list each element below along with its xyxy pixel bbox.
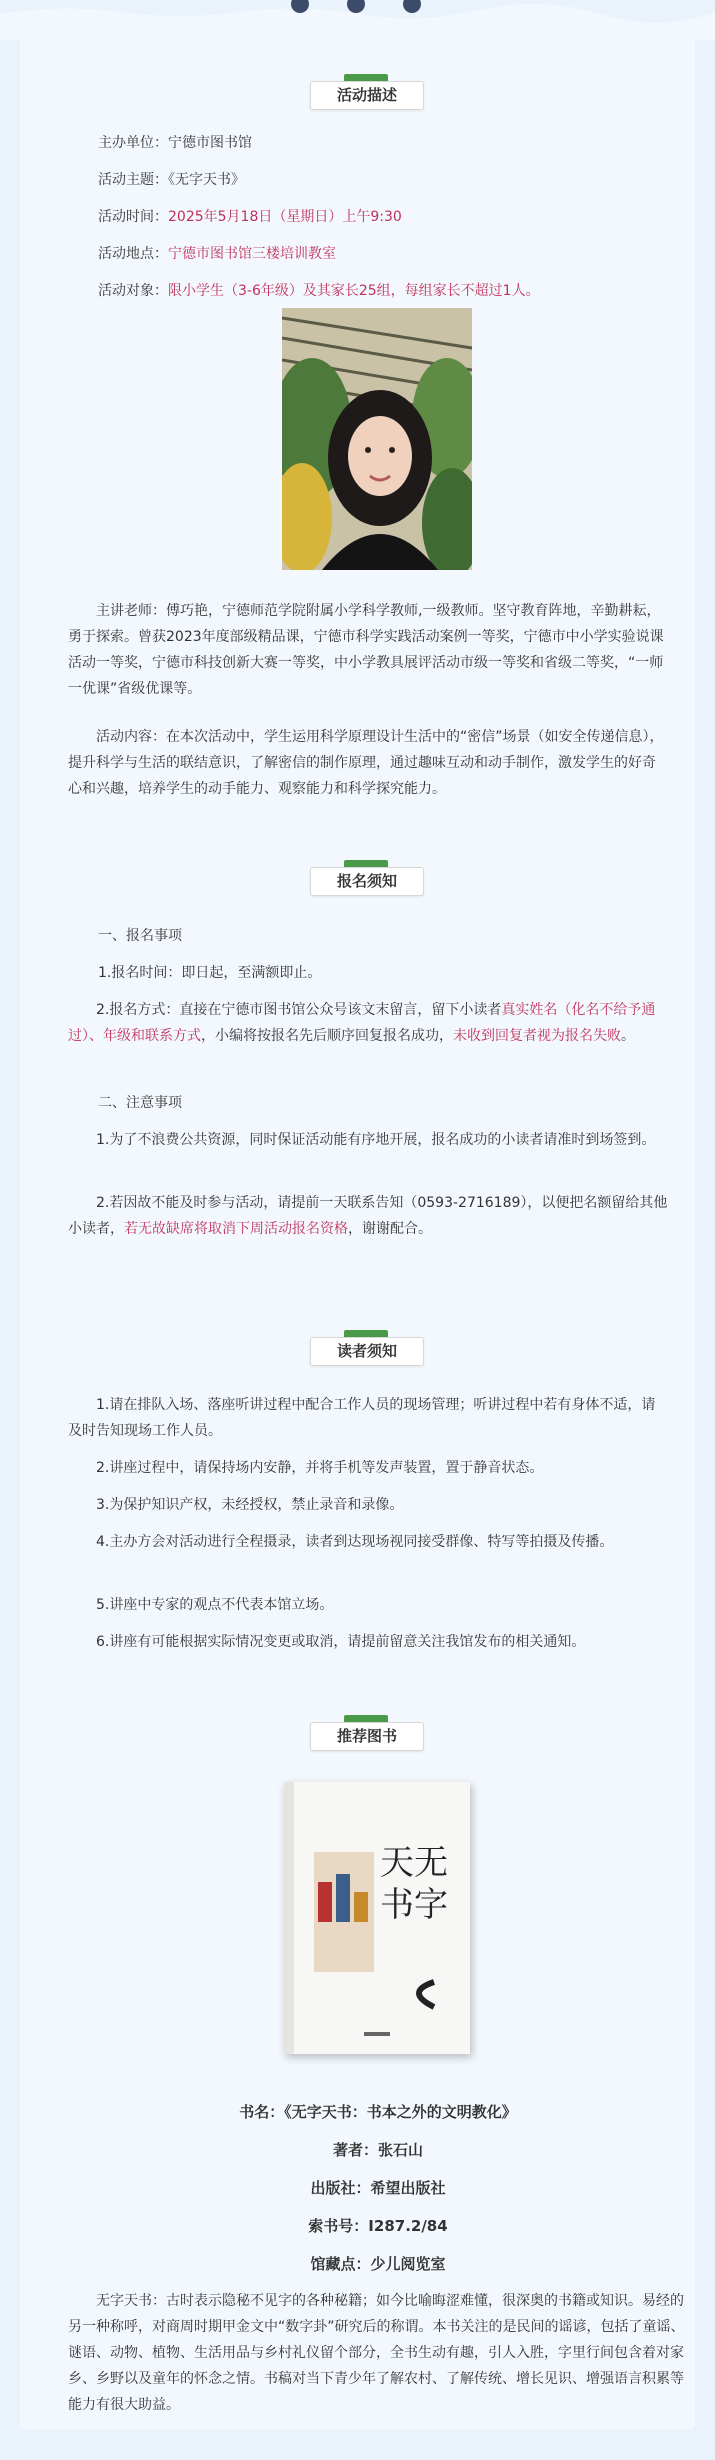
time-label: 活动时间： [98,209,168,225]
section-title-label: 活动描述 [310,81,424,110]
host-line [68,130,252,156]
section-title-label: 报名须知 [310,867,424,896]
notes-2-text-b: 若无故缺席将取消下周活动报名资格 [124,1221,348,1237]
teacher-intro: 主讲老师：傅巧艳，宁德师范学院附属小学科学教师,一级教师。坚守教育阵地，辛勤耕耘，勇于探索。曾获2023年度部级精品课，宁德市科学实践活动案例一等奖，宁德市中小学实验说课活动一等奖，宁德市科技创新大赛一等奖，中小学教具展评活动市级一等奖和省级二等奖，“一师一优课”省级优课等。 [68,603,664,697]
target-value: 限小学生（3-6年级）及其家长25组，每组家长不超过1人。 [168,283,540,299]
time-line [68,204,402,230]
notes-2-text-c: ，谢谢配合。 [348,1221,432,1237]
theme-line [68,167,245,193]
registration-time: 1.报名时间：即日起，至满额即止。 [98,965,322,981]
method-text-b: 真实姓名（化名不给予通过）、年级和联系方式 [68,1002,656,1044]
reader-rule-5: 5.讲座中专家的观点不代表本馆立场。 [96,1597,334,1613]
section-title-reader [310,1330,422,1364]
registration-heading: 一、报名事项 [98,928,182,944]
time-value: 2025年5月18日（星期日）上午9:30 [168,209,402,225]
host-label: 主办单位： [98,135,168,151]
notes-2-text-a: 2.若因故不能及时参与活动，请提前一天联系告知（0593-2716189），以便把名额留给其他小读者， [68,1195,668,1237]
book-title: 书名：《无字天书：书本之外的文明教化》 [239,2103,517,2121]
section-title-label: 读者须知 [310,1337,424,1366]
place-value: 宁德市图书馆三楼培训教室 [168,246,336,262]
method-text-e: 。 [621,1028,635,1044]
book-cover-title: 天无书字 [380,1843,448,1925]
theme-value: 《无字天书》 [168,172,245,188]
method-text-c: ，小编将按报名先后顺序回复报名成功， [201,1028,453,1044]
book-cover [284,1782,470,2054]
section-title-registration [310,860,422,894]
host-value: 宁德市图书馆 [168,135,252,151]
reader-rule-6: 6.讲座有可能根据实际情况变更或取消，请提前留意关注我馆发布的相关通知。 [96,1634,586,1650]
notes-heading: 二、注意事项 [98,1095,182,1111]
method-text-a: 2.报名方式：直接在宁德市图书馆公众号该文末留言，留下小读者 [96,1002,502,1018]
content-card [20,30,695,2430]
section-title-book [310,1715,422,1749]
registration-method [68,997,668,1049]
place-line [68,241,336,267]
reader-rule-1: 1.请在排队入场、落座听讲过程中配合工作人员的现场管理；听讲过程中若有身体不适，请及时告知现场工作人员。 [68,1397,656,1439]
reader-rule-2: 2.讲座过程中，请保持场内安静，并将手机等发声装置，置于静音状态。 [96,1460,544,1476]
book-publisher: 出版社：希望出版社 [310,2179,446,2197]
method-text-d: 未收到回复者视为报名失败 [453,1028,621,1044]
teacher-photo [282,308,472,570]
book-call-number: 索书号：I287.2/84 [308,2217,448,2235]
section-title-label: 推荐图书 [310,1722,424,1751]
place-label: 活动地点： [98,246,168,262]
reader-rule-4: 4.主办方会对活动进行全程摄录，读者到达现场视同接受群像、特写等拍摄及传播。 [96,1534,614,1550]
section-title-activity [310,74,422,108]
reader-rule-3: 3.为保护知识产权，未经授权，禁止录音和录像。 [96,1497,404,1513]
target-line [68,278,698,304]
target-label: 活动对象： [98,283,168,299]
book-location: 馆藏点：少儿阅览室 [310,2255,446,2273]
notes-item-1: 1.为了不浪费公共资源，同时保证活动能有序地开展，报名成功的小读者请准时到场签到。 [96,1132,656,1148]
notes-item-2 [68,1190,668,1242]
book-description: 无字天书：古时表示隐秘不见字的各种秘籍；如今比喻晦涩难懂，很深奥的书籍或知识。易经的另一种称呼，对商周时期甲金文中“数字卦”研究后的称谓。本书关注的是民间的谣谚，包括了童谣、谜语、动物、植物、生活用品与乡村礼仪留个部分，全书生动有趣，引人入胜，字里行间包含着对家乡、乡野以及童年的怀念之情。书稿对当下青少年了解农村、了解传统、增长见识、增强语言积累等能力有很大助益。 [68,2293,685,2413]
theme-label: 活动主题： [98,172,168,188]
book-author: 著者：张石山 [332,2141,423,2159]
activity-content: 活动内容：在本次活动中，学生运用科学原理设计生活中的“密信”场景（如安全传递信息），提升科学与生活的联结意识，了解密信的制作原理，通过趣味互动和动手制作，激发学生的好奇心和兴趣，培养学生的动手能力、观察能力和科学探究能力。 [68,729,664,797]
teacher-photo-image [282,308,472,570]
